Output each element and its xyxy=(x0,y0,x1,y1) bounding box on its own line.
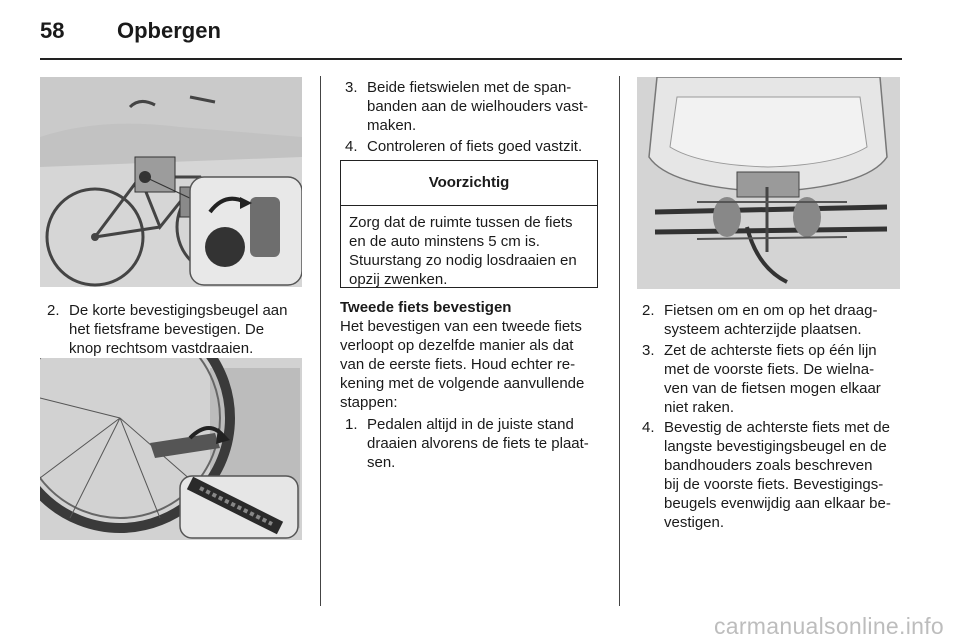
caution-box xyxy=(340,160,598,288)
list-text xyxy=(367,415,589,472)
text-line: bij de voorste fiets. Bevestigings- xyxy=(664,476,884,493)
text-line: Beide fietswielen met de span- xyxy=(367,79,572,96)
wheel-strap-illustration xyxy=(40,358,302,540)
text-line: ven van de fietsen mogen elkaar xyxy=(664,380,881,397)
list-text xyxy=(664,418,891,532)
list-number: 2. xyxy=(47,302,60,319)
text-line: sen. xyxy=(367,454,396,471)
text-line: banden aan de wielhouders vast- xyxy=(367,98,588,115)
list-number: 4. xyxy=(642,419,655,436)
column-divider-2 xyxy=(619,76,620,606)
text-line: Het bevestigen van een tweede fiets xyxy=(340,318,582,335)
text-line: en de auto minstens 5 cm is. xyxy=(349,233,540,250)
text-line: Controleren of fiets goed vastzit. xyxy=(367,138,583,155)
col2-item-3 xyxy=(345,78,605,138)
caution-text xyxy=(341,206,597,289)
section-intro xyxy=(340,317,610,412)
text-line: het fietsframe bevestigen. De xyxy=(69,321,265,338)
text-line: bandhouders zoals beschreven xyxy=(664,457,873,474)
text-line: Stuurstang zo nodig losdraaien en xyxy=(349,252,577,269)
col3-item-2 xyxy=(642,301,904,341)
caution-title: Voorzichtig xyxy=(341,161,597,206)
text-line: Bevestig de achterste fiets met de xyxy=(664,419,890,436)
col2-item-4 xyxy=(345,137,605,157)
list-number: 3. xyxy=(345,79,358,96)
text-line: Zet de achterste fiets op één lijn xyxy=(664,342,877,359)
text-line: draaien alvorens de fiets te plaat- xyxy=(367,435,589,452)
header-rule xyxy=(40,58,902,60)
column-divider-1 xyxy=(320,76,321,606)
page-title: Opbergen xyxy=(117,18,221,43)
two-bikes-on-car-illustration xyxy=(637,77,900,289)
col1-item-2 xyxy=(47,301,302,361)
text-line: niet raken. xyxy=(664,399,735,416)
page-number: 58 xyxy=(40,18,65,43)
col3-item-4 xyxy=(642,418,904,534)
text-line: stappen: xyxy=(340,394,398,411)
text-line: knop rechtsom vastdraaien. xyxy=(69,340,254,357)
text-line: met de voorste fiets. De wielna- xyxy=(664,361,875,378)
text-line: Fietsen om en om op het draag- xyxy=(664,302,878,319)
list-number: 1. xyxy=(345,416,358,433)
list-text xyxy=(664,341,881,417)
text-line: De korte bevestigingsbeugel aan xyxy=(69,302,288,319)
list-text xyxy=(664,301,877,339)
text-line: Zorg dat de ruimte tussen de fiets xyxy=(349,214,573,231)
text-line: systeem achterzijde plaatsen. xyxy=(664,321,862,338)
text-line: kening met de volgende aanvullende xyxy=(340,375,585,392)
list-text xyxy=(367,137,582,156)
text-line: maken. xyxy=(367,117,417,134)
list-number: 4. xyxy=(345,138,358,155)
list-number: 2. xyxy=(642,302,655,319)
list-number: 3. xyxy=(642,342,655,359)
text-line: opzij zwenken. xyxy=(349,271,448,288)
col3-item-3 xyxy=(642,341,904,419)
list-text xyxy=(367,78,588,135)
list-text xyxy=(69,301,287,358)
text-line: langste bevestigingsbeugel en de xyxy=(664,438,887,455)
col2-step-1 xyxy=(345,415,605,475)
watermark: carmanualsonline.info xyxy=(713,613,944,639)
text-line: verloopt op dezelfde manier als dat xyxy=(340,337,574,354)
text-line: van de eerste fiets. Houd echter re- xyxy=(340,356,576,373)
text-line: vestigen. xyxy=(664,514,725,531)
section-heading: Tweede fiets bevestigen xyxy=(340,299,512,316)
bike-carrier-illustration xyxy=(40,77,302,287)
text-line: beugels evenwijdig aan elkaar be- xyxy=(664,495,891,512)
text-line: Pedalen altijd in de juiste stand xyxy=(367,416,574,433)
